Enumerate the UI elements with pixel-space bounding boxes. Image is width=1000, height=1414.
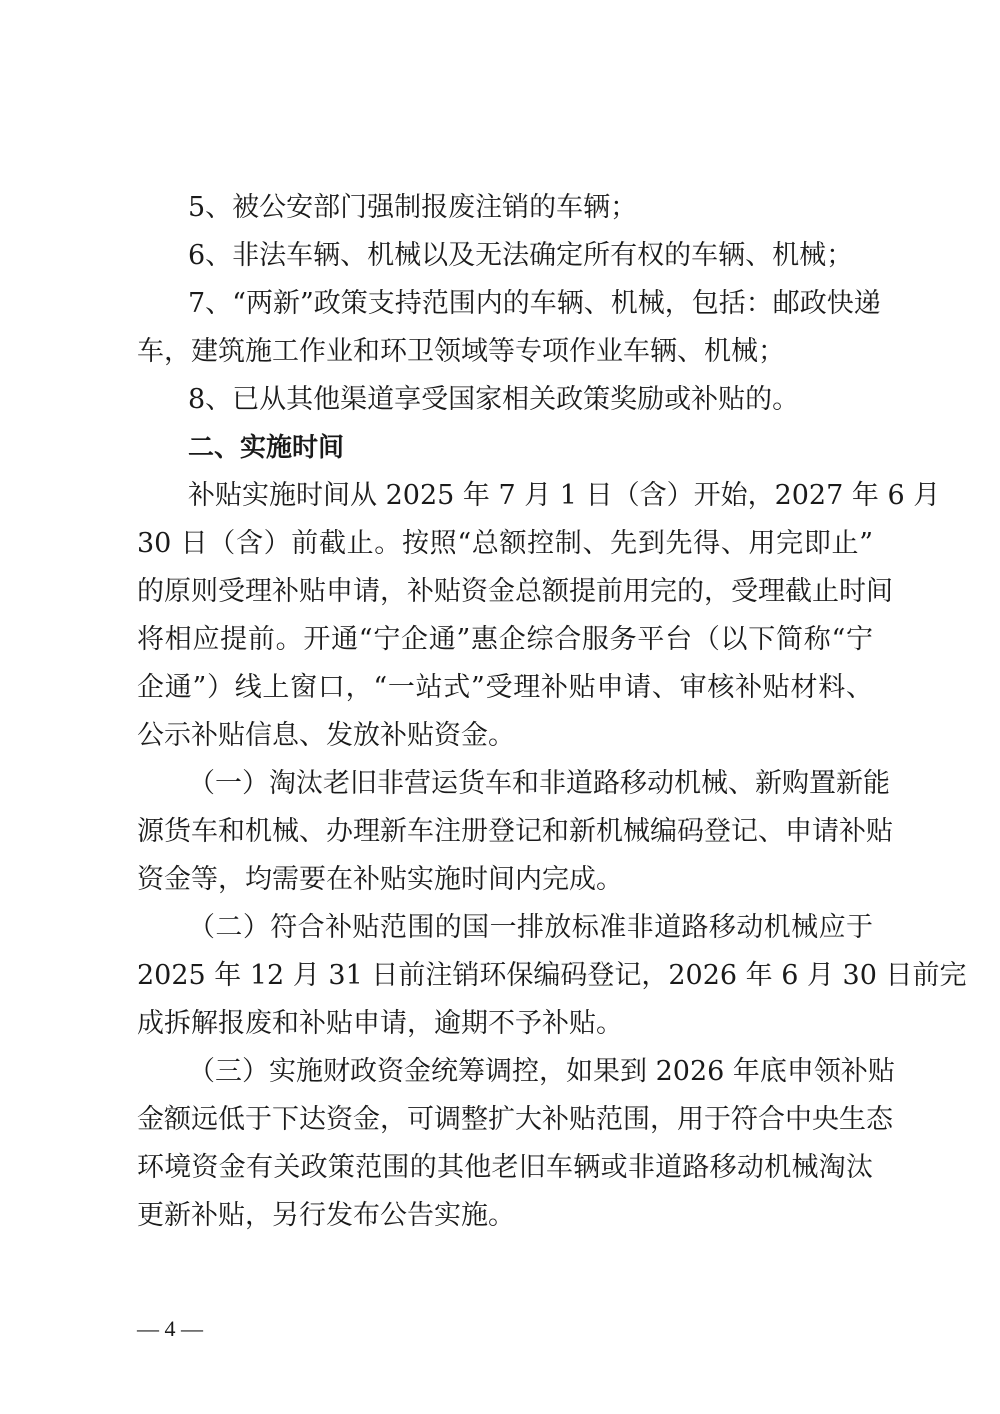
paragraph-line: （一）淘汰老旧非营运货车和非道路移动机械、新购置新能 bbox=[188, 768, 890, 799]
list-item-7-line-1: 7、“两新”政策支持范围内的车辆、机械，包括：邮政快递 bbox=[188, 288, 881, 319]
section-heading: 二、实施时间 bbox=[188, 433, 345, 463]
paragraph-line: 更新补贴，另行发布公告实施。 bbox=[137, 1200, 515, 1231]
paragraph-line: 的原则受理补贴申请，补贴资金总额提前用完的，受理截止时间 bbox=[137, 576, 893, 607]
paragraph-line: 将相应提前。开通“宁企通”惠企综合服务平台（以下简称“宁 bbox=[137, 624, 873, 655]
paragraph-line: 环境资金有关政策范围的其他老旧车辆或非道路移动机械淘汰 bbox=[137, 1152, 873, 1183]
list-item-7-line-2: 车，建筑施工作业和环卫领域等专项作业车辆、机械； bbox=[137, 336, 785, 367]
paragraph-line: 公示补贴信息、发放补贴资金。 bbox=[137, 720, 515, 751]
paragraph-line: （三）实施财政资金统筹调控，如果到 2026 年底申领补贴 bbox=[188, 1056, 895, 1087]
paragraph-line: 金额远低于下达资金，可调整扩大补贴范围，用于符合中央生态 bbox=[137, 1104, 893, 1135]
paragraph-line: 30 日（含）前截止。按照“总额控制、先到先得、用完即止” bbox=[137, 528, 873, 559]
paragraph-line: 成拆解报废和补贴申请，逾期不予补贴。 bbox=[137, 1008, 623, 1039]
paragraph-line: 资金等，均需要在补贴实施时间内完成。 bbox=[137, 864, 623, 895]
list-item-8: 8、已从其他渠道享受国家相关政策奖励或补贴的。 bbox=[188, 384, 800, 415]
paragraph-line: 源货车和机械、办理新车注册登记和新机械编码登记、申请补贴 bbox=[137, 816, 893, 847]
paragraph-line: 补贴实施时间从 2025 年 7 月 1 日（含）开始，2027 年 6 月 bbox=[188, 480, 941, 511]
page-number: — 4 — bbox=[137, 1316, 203, 1341]
paragraph-line: （二）符合补贴范围的国一排放标准非道路移动机械应于 bbox=[188, 912, 873, 943]
list-item-5: 5、被公安部门强制报废注销的车辆； bbox=[188, 192, 638, 223]
list-item-6: 6、非法车辆、机械以及无法确定所有权的车辆、机械； bbox=[188, 240, 854, 271]
paragraph-line: 2025 年 12 月 31 日前注销环保编码登记，2026 年 6 月 30 日前完 bbox=[137, 960, 967, 991]
paragraph-line: 企通”）线上窗口，“一站式”受理补贴申请、审核补贴材料、 bbox=[137, 672, 873, 703]
